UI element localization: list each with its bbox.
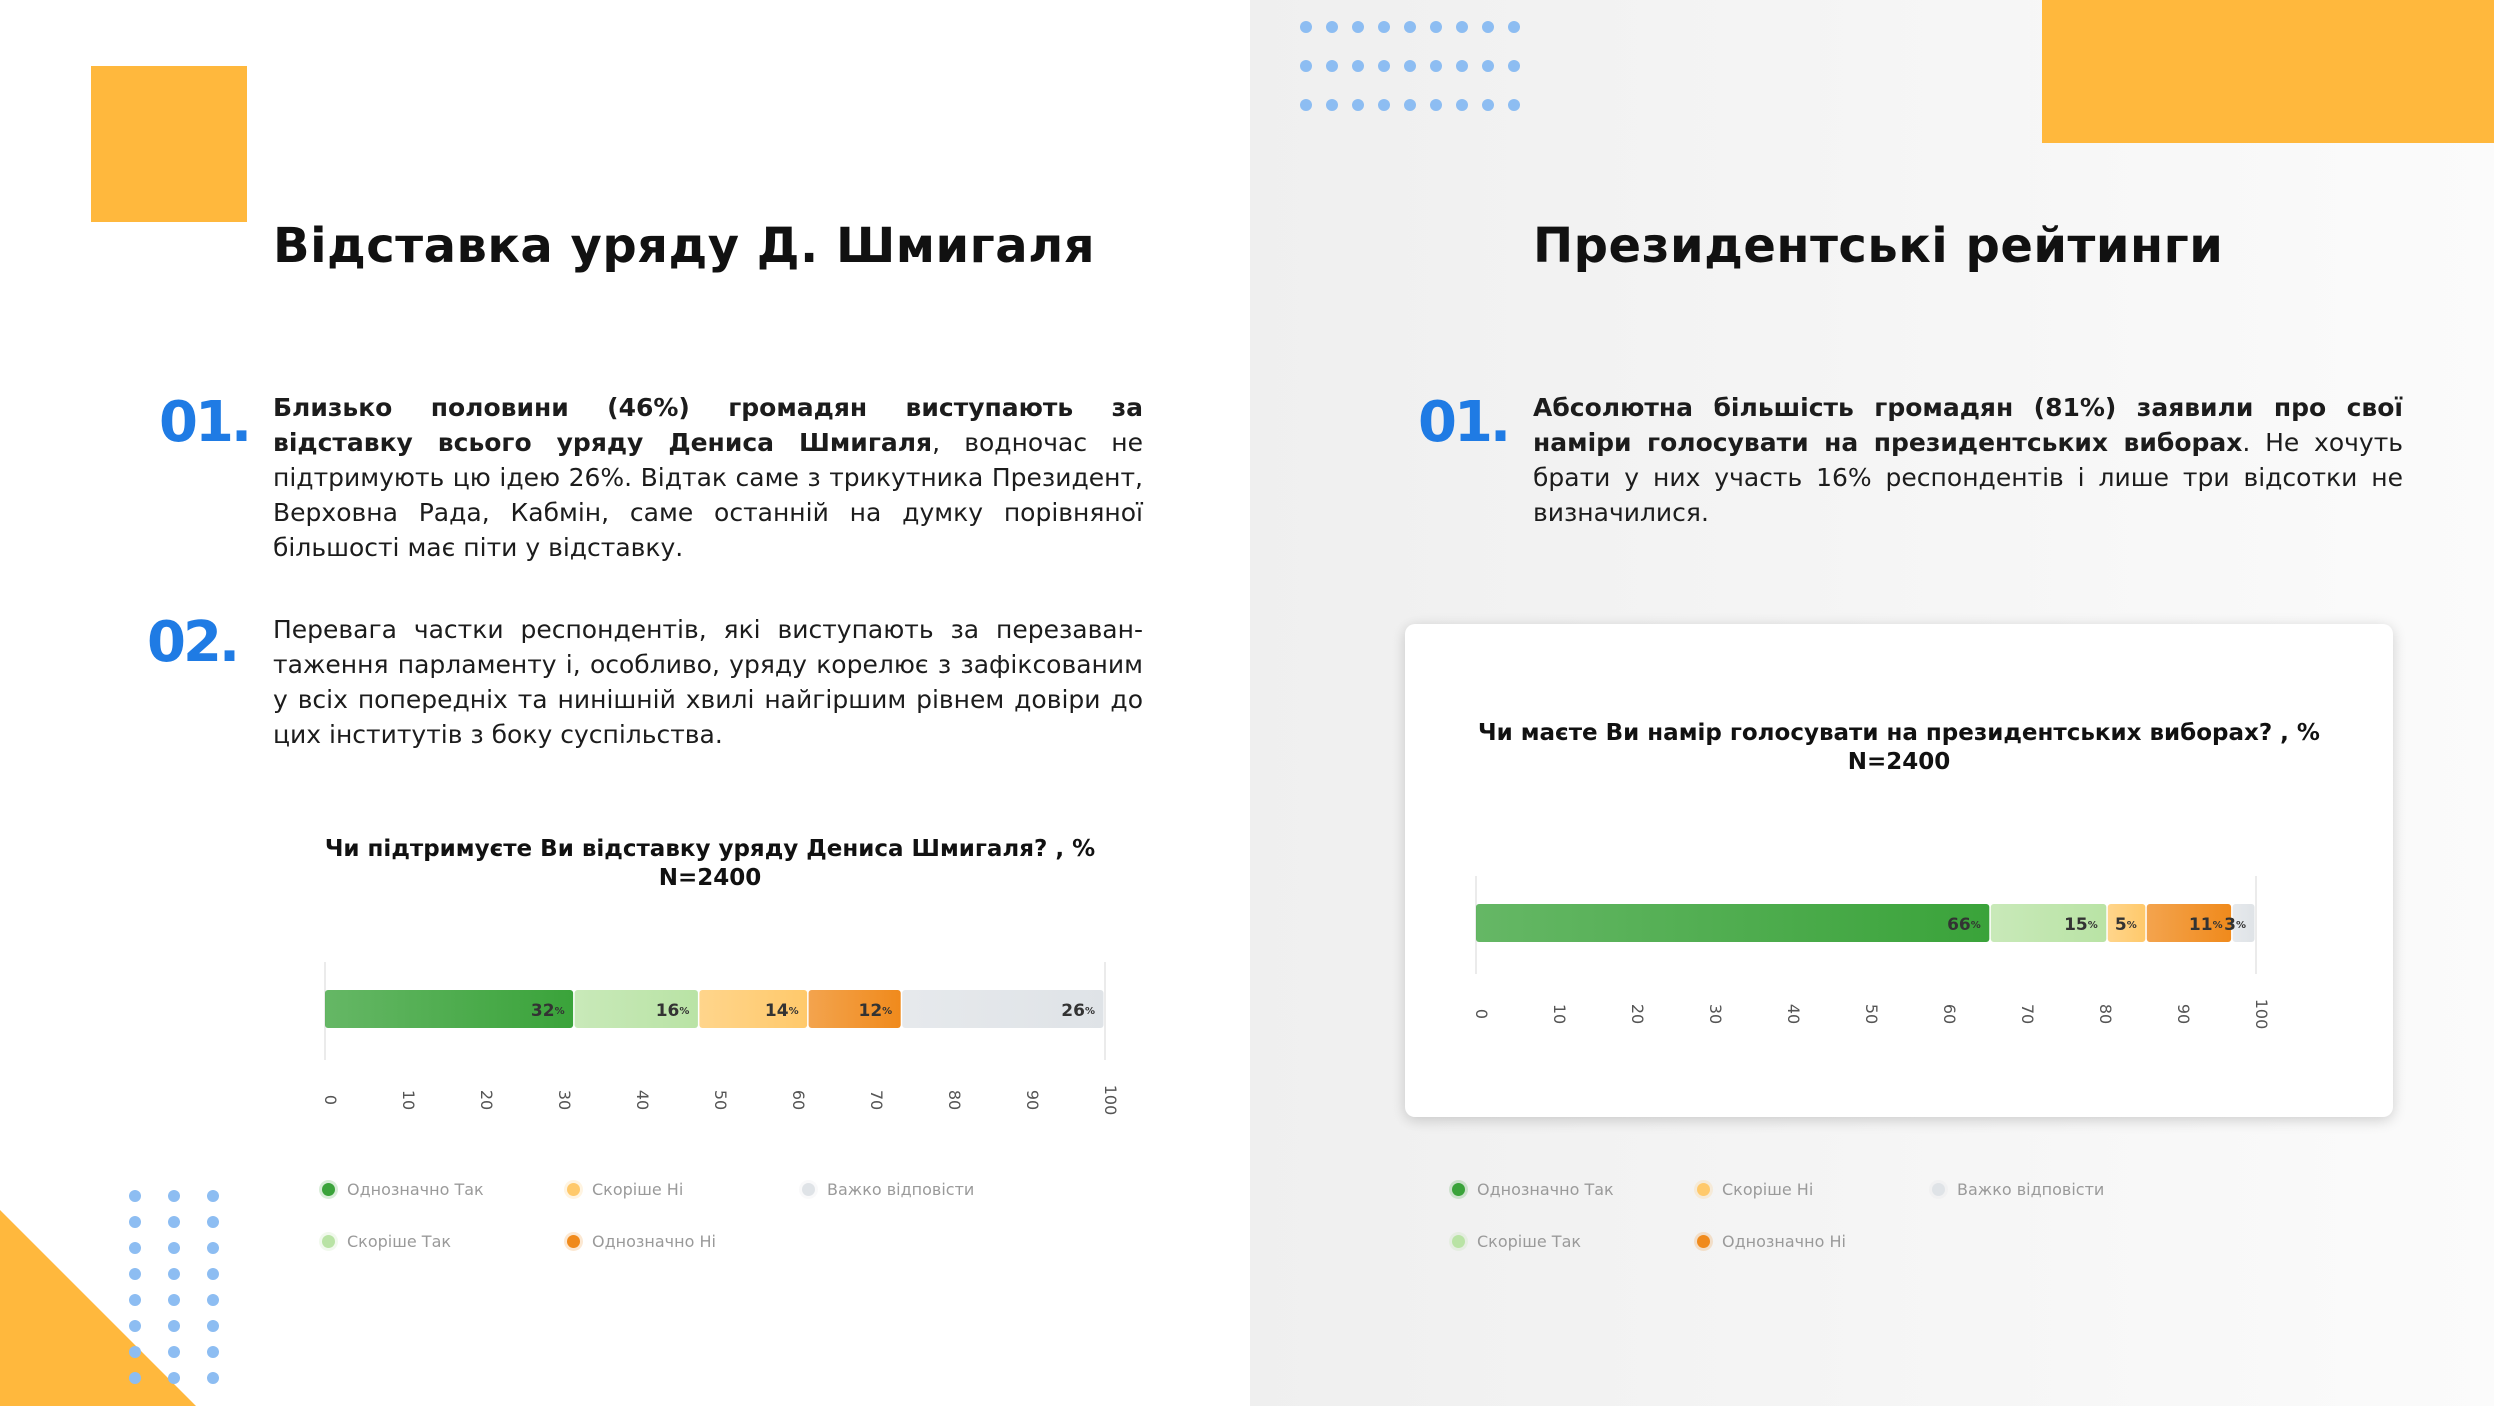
legend-item xyxy=(322,1180,484,1199)
x-tick-label: 10 xyxy=(399,1089,418,1111)
resignation-stacked-bar-chart xyxy=(300,950,1140,1150)
legend-item xyxy=(567,1232,716,1251)
legend-dot-icon xyxy=(322,1235,335,1248)
point-number-1: 01. xyxy=(1418,390,1509,455)
legend-dot-icon xyxy=(322,1183,335,1196)
data-label: 5% xyxy=(2114,915,2137,935)
decorative-rectangle xyxy=(2042,0,2494,143)
x-tick-label: 90 xyxy=(1023,1089,1042,1111)
data-label: 16% xyxy=(655,1001,690,1021)
x-tick-label: 20 xyxy=(477,1089,496,1111)
x-tick-label: 80 xyxy=(2096,1003,2115,1025)
x-tick-label: 70 xyxy=(2018,1003,2037,1025)
chart-legend-right xyxy=(1452,1180,2352,1260)
chart-title-text: Чи маєте Ви намір голосувати на президентських виборах? , % xyxy=(1478,720,2320,746)
legend-item xyxy=(802,1180,974,1199)
x-tick-label: 60 xyxy=(1940,1003,1959,1025)
legend-dot-icon xyxy=(802,1183,815,1196)
decorative-dot-grid xyxy=(1300,21,1520,111)
legend-item xyxy=(1452,1232,1581,1251)
legend-dot-icon xyxy=(1697,1183,1710,1196)
legend-label: Скоріше Так xyxy=(1477,1232,1582,1251)
point-number-2: 02. xyxy=(147,610,238,675)
legend-item xyxy=(1697,1180,1813,1199)
data-label: 15% xyxy=(2064,915,2098,935)
page-title: Президентські рейтинги xyxy=(1533,218,2224,274)
x-tick-label: 70 xyxy=(867,1089,886,1111)
data-label: 11% xyxy=(2188,915,2223,935)
legend-label: Скоріше Ні xyxy=(592,1180,684,1199)
x-tick-label: 50 xyxy=(1862,1003,1881,1025)
data-label: 32% xyxy=(530,1001,565,1021)
legend-dot-icon xyxy=(1932,1183,1945,1196)
decorative-square xyxy=(91,66,247,222)
chart-legend-left xyxy=(322,1180,1222,1260)
point-text-1-rest: , водночас не підтримують цю ідею 26%. Відтак саме з трикутника Президент, Верховна Рада, Кабмін, саме останній на думку порівняної більшості має піти у відставку. xyxy=(273,428,1143,562)
legend-label: Скоріше Так xyxy=(347,1232,452,1251)
chart-title-resignation xyxy=(300,835,1120,893)
x-tick-label: 100 xyxy=(2252,998,2271,1030)
legend-label: Однозначно Так xyxy=(347,1180,484,1199)
x-tick-label: 40 xyxy=(1784,1003,1803,1025)
legend-label: Скоріше Ні xyxy=(1722,1180,1814,1199)
legend-label: Однозначно Ні xyxy=(592,1232,716,1251)
chart-card xyxy=(1405,624,2393,1117)
chart-subtitle-text: N=2400 xyxy=(658,865,762,891)
bar-segment xyxy=(1476,904,1989,942)
right-slide xyxy=(1250,0,2494,1406)
point-text-1-rest: . Не хочуть брати у них участь 16% респондентів і лише три відсотки не визначилися. xyxy=(1533,428,2403,527)
legend-label: Важко відповісти xyxy=(1957,1180,2105,1199)
point-text-2: Перевага частки респондентів, які виступають за перезаван-таження парламенту і, особливо, уряду корелює з зафіксованим у всіх попередніх та нинішній хвилі найгіршим рівнем довіри до цих інститутів з боку суспільства. xyxy=(273,615,1143,749)
point-text-1 xyxy=(1533,390,2403,530)
legend-label: Важко відповісти xyxy=(827,1180,975,1199)
legend-item xyxy=(1932,1180,2104,1199)
x-tick-label: 60 xyxy=(789,1089,808,1111)
legend-dot-icon xyxy=(567,1235,580,1248)
x-tick-label: 20 xyxy=(1628,1003,1647,1025)
legend-item xyxy=(322,1232,451,1251)
point-text-1-bold: Близько половини (46%) громадян виступають за відставку всього уряду Дениса Шмигаля xyxy=(273,393,1143,457)
legend-item xyxy=(1697,1232,1846,1251)
data-label: 26% xyxy=(1061,1001,1095,1021)
decorative-dot-grid xyxy=(129,1190,219,1384)
legend-item xyxy=(567,1180,683,1199)
legend-dot-icon xyxy=(1452,1183,1465,1196)
chart-title-text: Чи підтримуєте Ви відставку уряду Дениса Шмигаля? , % xyxy=(324,836,1096,862)
x-tick-label: 0 xyxy=(1472,1008,1491,1020)
legend-item xyxy=(1452,1180,1614,1199)
x-tick-label: 10 xyxy=(1550,1003,1569,1025)
data-label: 3% xyxy=(2224,915,2246,935)
point-number-1: 01. xyxy=(159,390,250,455)
point-text-1 xyxy=(273,390,1143,565)
x-tick-label: 30 xyxy=(555,1089,574,1111)
page-title: Відставка уряду Д. Шмигаля xyxy=(273,218,1096,274)
x-tick-label: 0 xyxy=(321,1094,340,1106)
voting-intention-stacked-bar-chart xyxy=(1451,864,2291,1064)
legend-label: Однозначно Ні xyxy=(1722,1232,1846,1251)
chart-subtitle-text: N=2400 xyxy=(1847,749,1951,775)
legend-dot-icon xyxy=(567,1183,580,1196)
chart-title-voting xyxy=(1445,719,2353,777)
data-label: 14% xyxy=(764,1001,799,1021)
x-tick-label: 100 xyxy=(1101,1084,1120,1116)
x-tick-label: 50 xyxy=(711,1089,730,1111)
legend-dot-icon xyxy=(1452,1235,1465,1248)
x-tick-label: 40 xyxy=(633,1089,652,1111)
data-label: 66% xyxy=(1947,915,1981,935)
legend-label: Однозначно Так xyxy=(1477,1180,1614,1199)
legend-dot-icon xyxy=(1697,1235,1710,1248)
x-tick-label: 90 xyxy=(2174,1003,2193,1025)
point-text-1-bold: Абсолютна більшість громадян (81%) заявили про свої наміри голосувати на президентських виборах xyxy=(1533,393,2403,457)
x-tick-label: 30 xyxy=(1706,1003,1725,1025)
data-label: 12% xyxy=(858,1001,893,1021)
x-tick-label: 80 xyxy=(945,1089,964,1111)
